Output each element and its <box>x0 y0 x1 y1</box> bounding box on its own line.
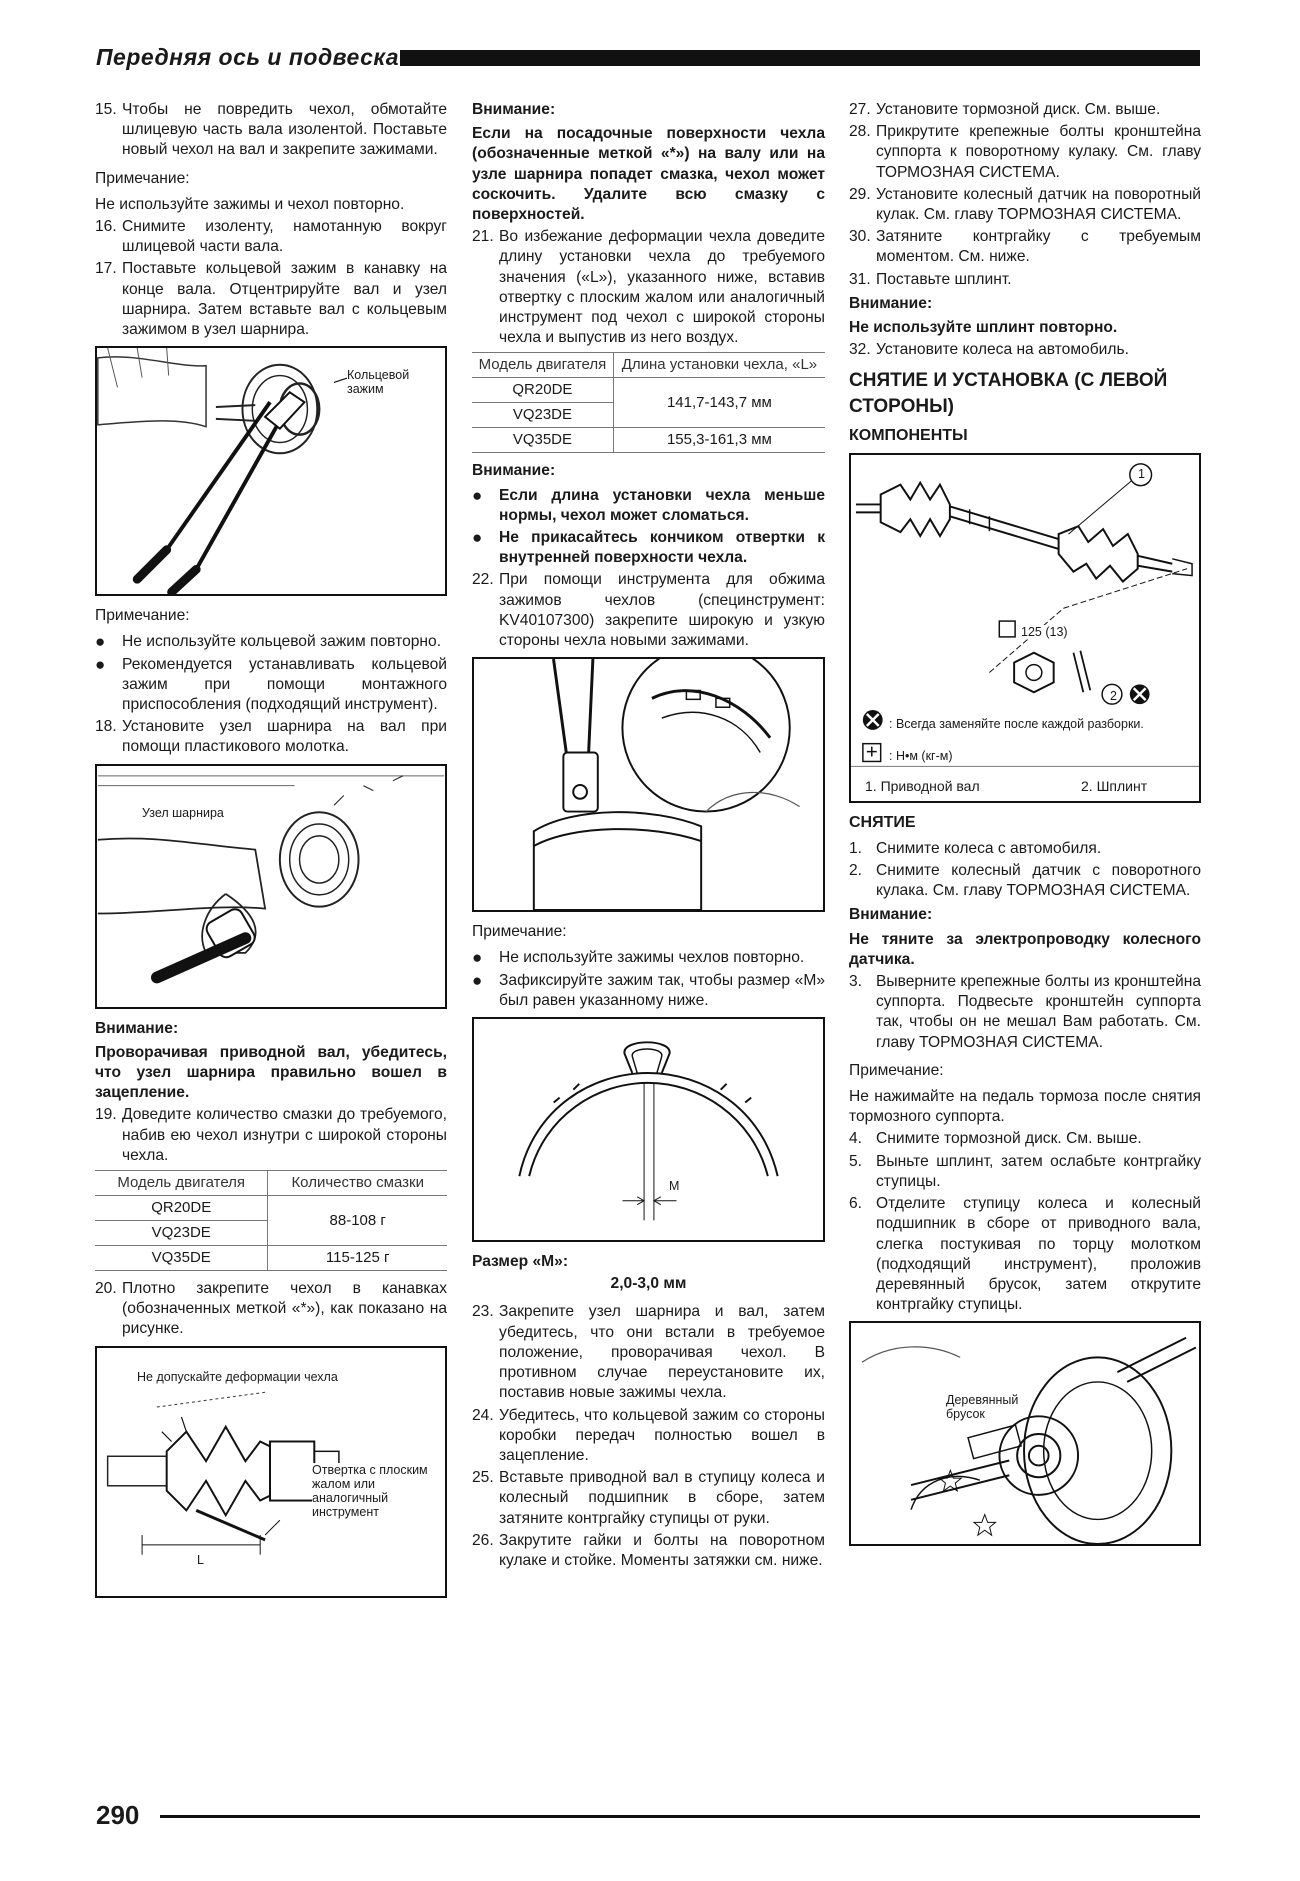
step-28: 28. Прикрутите крепежные болты кронштейна суппорта к поворотному кулаку. См. главу ТОРМОЗНАЯ СИСТЕМА. <box>849 123 1201 181</box>
boot-length-table: Модель двигателя Длина установки чехла, «L» QR20DE 141,7-143,7 мм VQ23DE VQ35DE 155,3-161,3 мм <box>472 352 825 453</box>
caution-label: Внимание: <box>95 1019 179 1037</box>
step-23: 23. Закрепите узел шарнира и вал, затем убедитесь, что они встали в требуемое положение, проворачивая чехол. В противном случае переустановите их, поставив новые зажимы чехла. <box>472 1303 825 1402</box>
hub-removal-illustration <box>851 1323 1199 1544</box>
removal-step-2: 2. Снимите колесный датчик с поворотного кулака. См. главу ТОРМОЗНАЯ СИСТЕМА. <box>849 862 1201 900</box>
step-19: 19. Доведите количество смазки до требуемого, набив ею чехол изнутри с широкой стороны чехла. <box>95 1106 447 1164</box>
removal-step-6: 6. Отделите ступицу колеса и колесный подшипник в сборе от приводного вала, слегка постукивая по торцу молотком (подходящий инструмент), проложив деревянный брусок, затем открутите контргайку ступицы. <box>849 1195 1201 1314</box>
screwdriver-label: Отвертка с плоским жалом или аналогичный инструмент <box>312 1463 437 1519</box>
callout-1: 1 <box>1138 466 1145 481</box>
note-label: Примечание: <box>95 169 190 187</box>
column-2 <box>472 100 825 1573</box>
caution-text: Не используйте шплинт повторно. <box>849 319 1118 337</box>
size-M-value: 2,0-3,0 мм <box>610 1275 687 1293</box>
figure-boot-deformation <box>95 1346 447 1598</box>
step-27: 27. Установите тормозной диск. См. выше. <box>849 101 1161 118</box>
grease-table: Модель двигателя Количество смазки QR20DE 88-108 г VQ23DE VQ35DE 115-125 г <box>95 1170 447 1271</box>
removal-step-3: 3. Выверните крепежные болты из кронштейна суппорта. Подвесьте кронштейн суппорта так, чтобы он не мешал Вам работать. См. главу ТОРМОЗНАЯ СИСТЕМА. <box>849 973 1201 1051</box>
caution-bullet: ● Если длина установки чехла меньше нормы, чехол может сломаться. <box>472 485 825 524</box>
callout-2: 2 <box>1110 688 1117 703</box>
step-30: 30. Затяните контргайку с требуемым моментом. См. ниже. <box>849 228 1201 266</box>
step-29: 29. Установите колесный датчик на поворотный кулак. См. главу ТОРМОЗНАЯ СИСТЕМА. <box>849 185 1201 224</box>
page-header-title: Передняя ось и подвеска <box>96 44 400 70</box>
caution-text: Если на посадочные поверхности чехла (обозначенные меткой «*») на валу или на узле шарнира попадет смазка, чехол может соскочить. Удалите всю смазку с поверхностей. <box>472 125 825 224</box>
caution-label: Внимание: <box>472 462 556 480</box>
figure-hub-removal <box>849 1321 1201 1546</box>
legend-replace: : Всегда заменяйте после каждой разборки. <box>889 716 1144 731</box>
step-17: 17. Поставьте кольцевой зажим в канавку на конце вала. Отцентрируйте вал и узел шарнира. Затем вставьте вал с кольцевым зажимом в узел шарнира. <box>95 260 447 339</box>
caution-label: Внимание: <box>472 101 556 118</box>
step-21: 21. Во избежание деформации чехла доведите длину установки чехла до требуемого значения («L»), указанного ниже, вставив отвертку с плоским жалом или аналогичный инструмент под чехол с широкой стороны чехла и выпустив из него воздух. <box>472 228 825 347</box>
step-16: 16. Снимите изоленту, намотанную вокруг шлицевой части вала. <box>95 218 447 256</box>
joint-assembly-label: Узел шарнира <box>142 805 224 820</box>
size-M-label: Размер «М»: <box>472 1253 569 1271</box>
step-26: 26. Закрутите гайки и болты на поворотном кулаке и стойке. Моменты затяжки см. ниже. <box>472 1531 825 1569</box>
caution-text: Не тяните за электропроводку колесного датчика. <box>849 930 1201 968</box>
deformation-label: Не допускайте деформации чехла <box>137 1369 338 1384</box>
note-bullet: ● Зафиксируйте зажим так, чтобы размер «М» был равен указанному ниже. <box>472 970 825 1009</box>
figure-components <box>849 453 1201 803</box>
removal-step-1: 1. Снимите колеса с автомобиля. <box>849 839 1102 857</box>
note-bullet: ● Не используйте кольцевой зажим повторно. <box>95 632 442 652</box>
components-heading: КОМПОНЕНТЫ <box>849 427 968 445</box>
header-bar <box>400 50 1200 66</box>
step-20: 20. Плотно закрепите чехол в канавках (обозначенных меткой «*»), как показано на рисунке. <box>95 1280 447 1338</box>
ring-clamp-label: Кольцевой зажим <box>347 368 445 396</box>
footer-line <box>160 1815 1200 1818</box>
step-31: 31. Поставьте шплинт. <box>849 270 1012 288</box>
step-24: 24. Убедитесь, что кольцевой зажим со стороны коробки передач полностью вошел в зацепление. <box>472 1406 825 1464</box>
caution-label: Внимание: <box>849 294 933 312</box>
note-bullet: ● Не используйте зажимы чехлов повторно. <box>472 948 805 968</box>
length-L-label: L <box>197 1552 204 1567</box>
step-18: 18. Установите узел шарнира на вал при помощи пластикового молотка. <box>95 718 447 756</box>
dimension-M-label: М <box>669 1179 680 1194</box>
step-22: 22. При помощи инструмента для обжима зажимов чехлов (специнструмент: KV40107300) закрепите широкую и узкую стороны чехла новыми зажимами. <box>472 571 825 650</box>
step-25: 25. Вставьте приводной вал в ступицу колеса и колесный подшипник в сборе, затем затяните контргайку ступицы от руки. <box>472 1469 825 1527</box>
step-32: 32. Установите колеса на автомобиль. <box>849 341 1129 359</box>
joint-assembly-illustration <box>97 766 445 1007</box>
figure-clamp-size-m <box>472 1017 825 1242</box>
column-1 <box>95 100 447 1608</box>
wooden-block-label: Деревянный брусок <box>946 1393 1019 1422</box>
clamp-tool-illustration <box>474 659 823 910</box>
section-heading: СНЯТИЕ И УСТАНОВКА (С ЛЕВОЙ СТОРОНЫ) <box>849 370 1168 418</box>
legend-item-2: 2. Шплинт <box>1081 777 1148 794</box>
removal-heading: СНЯТИЕ <box>849 813 916 831</box>
legend-units: : Н•м (кг-м) <box>889 748 953 763</box>
removal-step-4: 4. Снимите тормозной диск. См. выше. <box>849 1130 1142 1148</box>
note-label: Примечание: <box>95 607 190 625</box>
step-15: 15. Чтобы не повредить чехол, обмотайте шлицевую часть вала изолентой. Поставьте новый чехол на вал и закрепите зажимами. <box>95 101 447 159</box>
page-number: 290 <box>96 1800 140 1830</box>
note-label: Примечание: <box>849 1061 944 1079</box>
note-label: Примечание: <box>472 923 567 941</box>
caution-text: Проворачивая приводной вал, убедитесь, что узел шарнира правильно вошел в зацепление. <box>95 1043 447 1102</box>
figure-ring-clamp <box>95 346 447 596</box>
note-text: Не нажимайте на педаль тормоза после снятия тормозного суппорта. <box>849 1088 1201 1126</box>
clamp-size-illustration <box>474 1019 823 1240</box>
note-text: Не используйте зажимы и чехол повторно. <box>95 195 405 213</box>
figure-joint-assembly <box>95 764 447 1009</box>
torque-value: 125 (13) <box>1021 624 1068 639</box>
caution-label: Внимание: <box>849 906 933 924</box>
figure-clamp-tool <box>472 657 825 912</box>
column-3 <box>849 100 1201 1556</box>
legend-item-1: 1. Приводной вал <box>865 777 980 794</box>
caution-bullet: ● Не прикасайтесь кончиком отвертки к внутренней поверхности чехла. <box>472 528 825 567</box>
removal-step-5: 5. Выньте шплинт, затем ослабьте контргайку ступицы. <box>849 1152 1201 1190</box>
note-bullet: ● Рекомендуется устанавливать кольцевой зажим при помощи монтажного приспособления (подходящий инструмент). <box>95 654 447 714</box>
